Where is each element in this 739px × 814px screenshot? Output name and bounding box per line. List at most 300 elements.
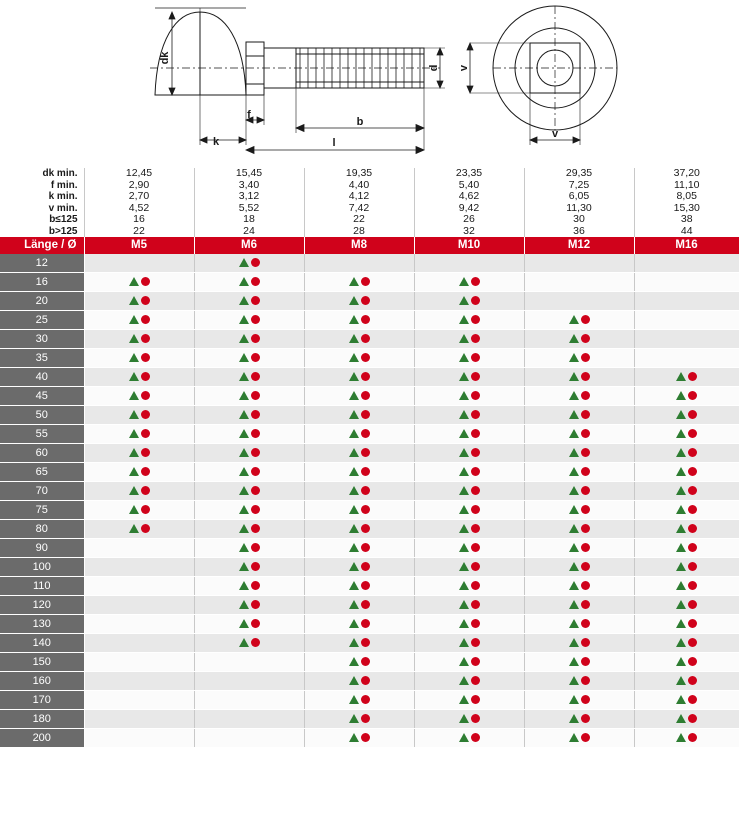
triangle-green-icon <box>349 467 359 476</box>
triangle-green-icon <box>676 410 686 419</box>
availability-cell <box>84 311 194 330</box>
triangle-green-icon <box>676 543 686 552</box>
length-cell: 40 <box>0 368 84 387</box>
availability-cell <box>634 387 739 406</box>
availability-cell <box>304 615 414 634</box>
spec-value: 19,35 <box>304 168 414 180</box>
triangle-green-icon <box>349 638 359 647</box>
availability-cell <box>414 672 524 691</box>
circle-red-icon <box>688 429 697 438</box>
availability-marks <box>676 391 697 400</box>
circle-red-icon <box>251 277 260 286</box>
length-cell: 30 <box>0 330 84 349</box>
triangle-green-icon <box>459 467 469 476</box>
circle-red-icon <box>251 296 260 305</box>
triangle-green-icon <box>129 410 139 419</box>
availability-cell <box>524 444 634 463</box>
availability-cell <box>194 615 304 634</box>
triangle-green-icon <box>569 448 579 457</box>
availability-marks <box>569 581 590 590</box>
availability-marks <box>349 619 370 628</box>
triangle-green-icon <box>239 562 249 571</box>
circle-red-icon <box>141 296 150 305</box>
availability-cell <box>414 615 524 634</box>
length-diameter-matrix <box>0 237 739 748</box>
matrix-column-header-m16[interactable]: M16 <box>634 237 739 254</box>
availability-marks <box>349 695 370 704</box>
spec-value: 15,30 <box>634 203 739 215</box>
circle-red-icon <box>581 486 590 495</box>
triangle-green-icon <box>129 524 139 533</box>
circle-red-icon <box>471 296 480 305</box>
length-cell: 55 <box>0 425 84 444</box>
availability-marks <box>349 733 370 742</box>
spec-row <box>0 226 739 238</box>
availability-cell <box>194 710 304 729</box>
availability-marks <box>239 391 260 400</box>
availability-marks <box>129 429 150 438</box>
triangle-green-icon <box>349 619 359 628</box>
triangle-green-icon <box>569 657 579 666</box>
availability-cell <box>634 710 739 729</box>
availability-marks <box>239 334 260 343</box>
circle-red-icon <box>141 391 150 400</box>
triangle-green-icon <box>349 562 359 571</box>
circle-red-icon <box>688 410 697 419</box>
triangle-green-icon <box>569 429 579 438</box>
matrix-column-header-m5[interactable]: M5 <box>84 237 194 254</box>
availability-marks <box>676 676 697 685</box>
spec-value: 24 <box>194 226 304 238</box>
availability-cell <box>304 311 414 330</box>
availability-marks <box>239 505 260 514</box>
availability-cell <box>524 710 634 729</box>
triangle-green-icon <box>459 562 469 571</box>
availability-cell <box>84 368 194 387</box>
triangle-green-icon <box>569 372 579 381</box>
triangle-green-icon <box>349 486 359 495</box>
table-row <box>0 501 739 520</box>
spec-value: 11,10 <box>634 180 739 192</box>
availability-marks <box>459 353 480 362</box>
circle-red-icon <box>581 391 590 400</box>
circle-red-icon <box>141 410 150 419</box>
availability-marks <box>349 448 370 457</box>
availability-cell <box>414 330 524 349</box>
triangle-green-icon <box>349 448 359 457</box>
circle-red-icon <box>471 353 480 362</box>
circle-red-icon <box>471 334 480 343</box>
circle-red-icon <box>141 505 150 514</box>
availability-cell <box>634 292 739 311</box>
triangle-green-icon <box>569 714 579 723</box>
circle-red-icon <box>471 600 480 609</box>
availability-marks <box>239 486 260 495</box>
availability-marks <box>569 353 590 362</box>
availability-cell <box>414 349 524 368</box>
circle-red-icon <box>581 429 590 438</box>
triangle-green-icon <box>129 334 139 343</box>
availability-cell <box>84 615 194 634</box>
length-cell: 25 <box>0 311 84 330</box>
availability-cell <box>194 292 304 311</box>
availability-marks <box>239 543 260 552</box>
availability-marks <box>569 543 590 552</box>
triangle-green-icon <box>676 581 686 590</box>
length-cell: 120 <box>0 596 84 615</box>
spec-value: 26 <box>414 214 524 226</box>
availability-marks <box>569 733 590 742</box>
availability-cell <box>634 634 739 653</box>
availability-marks <box>349 657 370 666</box>
availability-cell <box>524 539 634 558</box>
spec-value: 4,52 <box>84 203 194 215</box>
availability-marks <box>676 410 697 419</box>
circle-red-icon <box>581 562 590 571</box>
availability-cell <box>304 425 414 444</box>
triangle-green-icon <box>676 695 686 704</box>
circle-red-icon <box>471 733 480 742</box>
availability-marks <box>569 467 590 476</box>
triangle-green-icon <box>349 277 359 286</box>
availability-marks <box>569 562 590 571</box>
availability-cell <box>414 729 524 748</box>
triangle-green-icon <box>349 524 359 533</box>
availability-cell <box>634 691 739 710</box>
availability-marks <box>349 372 370 381</box>
triangle-green-icon <box>676 372 686 381</box>
availability-cell <box>84 463 194 482</box>
availability-cell <box>194 368 304 387</box>
triangle-green-icon <box>459 391 469 400</box>
availability-marks <box>676 714 697 723</box>
circle-red-icon <box>251 258 260 267</box>
triangle-green-icon <box>569 410 579 419</box>
availability-marks <box>239 638 260 647</box>
circle-red-icon <box>361 334 370 343</box>
circle-red-icon <box>471 562 480 571</box>
table-row <box>0 368 739 387</box>
availability-cell <box>524 463 634 482</box>
spec-value: 29,35 <box>524 168 634 180</box>
availability-marks <box>349 429 370 438</box>
availability-marks <box>676 505 697 514</box>
triangle-green-icon <box>676 524 686 533</box>
availability-cell <box>84 273 194 292</box>
availability-cell <box>634 273 739 292</box>
table-row <box>0 292 739 311</box>
availability-cell <box>194 330 304 349</box>
triangle-green-icon <box>349 353 359 362</box>
length-cell: 12 <box>0 254 84 273</box>
circle-red-icon <box>361 543 370 552</box>
availability-marks <box>569 372 590 381</box>
length-cell: 50 <box>0 406 84 425</box>
availability-cell <box>304 634 414 653</box>
triangle-green-icon <box>676 638 686 647</box>
circle-red-icon <box>688 391 697 400</box>
availability-cell <box>84 691 194 710</box>
availability-marks <box>459 410 480 419</box>
length-cell: 80 <box>0 520 84 539</box>
dim-label-f: f <box>247 109 251 121</box>
availability-cell <box>634 501 739 520</box>
availability-cell <box>634 254 739 273</box>
availability-cell <box>634 425 739 444</box>
triangle-green-icon <box>239 600 249 609</box>
table-row <box>0 254 739 273</box>
triangle-green-icon <box>459 695 469 704</box>
availability-marks <box>459 714 480 723</box>
circle-red-icon <box>581 353 590 362</box>
availability-marks <box>129 277 150 286</box>
triangle-green-icon <box>349 505 359 514</box>
availability-cell <box>524 406 634 425</box>
matrix-column-header-m12[interactable]: M12 <box>524 237 634 254</box>
circle-red-icon <box>688 467 697 476</box>
circle-red-icon <box>251 581 260 590</box>
circle-red-icon <box>471 391 480 400</box>
availability-cell <box>414 691 524 710</box>
triangle-green-icon <box>569 733 579 742</box>
triangle-green-icon <box>129 448 139 457</box>
availability-cell <box>304 558 414 577</box>
triangle-green-icon <box>676 391 686 400</box>
circle-red-icon <box>688 619 697 628</box>
availability-marks <box>459 695 480 704</box>
circle-red-icon <box>361 619 370 628</box>
availability-cell <box>304 444 414 463</box>
circle-red-icon <box>361 296 370 305</box>
circle-red-icon <box>688 733 697 742</box>
circle-red-icon <box>471 543 480 552</box>
circle-red-icon <box>471 505 480 514</box>
availability-cell <box>194 387 304 406</box>
availability-marks <box>459 429 480 438</box>
availability-marks <box>239 524 260 533</box>
circle-red-icon <box>141 467 150 476</box>
table-row <box>0 330 739 349</box>
circle-red-icon <box>688 657 697 666</box>
availability-cell <box>634 330 739 349</box>
circle-red-icon <box>251 467 260 476</box>
availability-marks <box>676 543 697 552</box>
table-row <box>0 634 739 653</box>
circle-red-icon <box>581 695 590 704</box>
triangle-green-icon <box>459 372 469 381</box>
availability-marks <box>676 448 697 457</box>
length-cell: 60 <box>0 444 84 463</box>
availability-cell <box>524 273 634 292</box>
circle-red-icon <box>141 353 150 362</box>
availability-marks <box>459 334 480 343</box>
triangle-green-icon <box>349 410 359 419</box>
availability-cell <box>414 596 524 615</box>
triangle-green-icon <box>569 505 579 514</box>
availability-marks <box>569 714 590 723</box>
availability-marks <box>129 372 150 381</box>
triangle-green-icon <box>569 638 579 647</box>
circle-red-icon <box>471 619 480 628</box>
triangle-green-icon <box>239 315 249 324</box>
circle-red-icon <box>251 638 260 647</box>
triangle-green-icon <box>569 581 579 590</box>
availability-marks <box>569 619 590 628</box>
triangle-green-icon <box>569 619 579 628</box>
availability-marks <box>569 486 590 495</box>
availability-cell <box>524 672 634 691</box>
availability-marks <box>676 695 697 704</box>
circle-red-icon <box>361 562 370 571</box>
spec-row <box>0 168 739 180</box>
circle-red-icon <box>471 676 480 685</box>
availability-marks <box>676 372 697 381</box>
availability-cell <box>304 672 414 691</box>
availability-marks <box>239 410 260 419</box>
availability-marks <box>129 486 150 495</box>
spec-value: 44 <box>634 226 739 238</box>
triangle-green-icon <box>239 467 249 476</box>
circle-red-icon <box>361 448 370 457</box>
triangle-green-icon <box>676 448 686 457</box>
length-cell: 16 <box>0 273 84 292</box>
circle-red-icon <box>361 391 370 400</box>
table-row <box>0 729 739 748</box>
availability-marks <box>129 334 150 343</box>
availability-marks <box>349 296 370 305</box>
triangle-green-icon <box>459 448 469 457</box>
circle-red-icon <box>688 695 697 704</box>
length-cell: 160 <box>0 672 84 691</box>
availability-marks <box>676 733 697 742</box>
availability-cell <box>304 387 414 406</box>
dim-label-l: l <box>332 137 336 149</box>
spec-value: 5,40 <box>414 180 524 192</box>
length-cell: 35 <box>0 349 84 368</box>
availability-cell <box>84 292 194 311</box>
spec-value: 7,25 <box>524 180 634 192</box>
circle-red-icon <box>581 676 590 685</box>
triangle-green-icon <box>569 695 579 704</box>
spec-value: 4,62 <box>414 191 524 203</box>
availability-cell <box>304 691 414 710</box>
triangle-green-icon <box>459 657 469 666</box>
circle-red-icon <box>581 619 590 628</box>
triangle-green-icon <box>459 524 469 533</box>
availability-cell <box>194 254 304 273</box>
availability-cell <box>194 482 304 501</box>
availability-marks <box>459 733 480 742</box>
availability-cell <box>304 406 414 425</box>
availability-cell <box>634 406 739 425</box>
availability-cell <box>524 520 634 539</box>
availability-marks <box>239 467 260 476</box>
triangle-green-icon <box>349 543 359 552</box>
length-cell: 75 <box>0 501 84 520</box>
triangle-green-icon <box>459 486 469 495</box>
spec-value: 30 <box>524 214 634 226</box>
circle-red-icon <box>251 524 260 533</box>
triangle-green-icon <box>239 258 249 267</box>
triangle-green-icon <box>239 505 249 514</box>
spec-value: 22 <box>304 214 414 226</box>
availability-marks <box>349 676 370 685</box>
technical-drawing <box>0 0 739 168</box>
availability-cell <box>634 444 739 463</box>
availability-marks <box>459 505 480 514</box>
triangle-green-icon <box>129 486 139 495</box>
matrix-column-header-m8[interactable]: M8 <box>304 237 414 254</box>
triangle-green-icon <box>676 429 686 438</box>
availability-cell <box>524 596 634 615</box>
availability-marks <box>239 429 260 438</box>
triangle-green-icon <box>349 714 359 723</box>
availability-cell <box>194 425 304 444</box>
availability-marks <box>349 505 370 514</box>
availability-cell <box>84 501 194 520</box>
matrix-header-row <box>0 237 739 254</box>
matrix-column-header-m10[interactable]: M10 <box>414 237 524 254</box>
table-row <box>0 539 739 558</box>
matrix-column-header-m6[interactable]: M6 <box>194 237 304 254</box>
availability-marks <box>459 676 480 685</box>
circle-red-icon <box>471 372 480 381</box>
availability-marks <box>129 353 150 362</box>
availability-cell <box>304 653 414 672</box>
table-row <box>0 558 739 577</box>
length-cell: 100 <box>0 558 84 577</box>
length-cell: 170 <box>0 691 84 710</box>
availability-cell <box>524 501 634 520</box>
availability-cell <box>634 653 739 672</box>
circle-red-icon <box>688 581 697 590</box>
availability-marks <box>239 600 260 609</box>
availability-cell <box>84 672 194 691</box>
circle-red-icon <box>581 334 590 343</box>
availability-marks <box>239 619 260 628</box>
availability-marks <box>349 581 370 590</box>
triangle-green-icon <box>129 429 139 438</box>
circle-red-icon <box>361 315 370 324</box>
availability-cell <box>84 406 194 425</box>
circle-red-icon <box>581 600 590 609</box>
availability-cell <box>304 482 414 501</box>
circle-red-icon <box>688 562 697 571</box>
circle-red-icon <box>471 638 480 647</box>
availability-marks <box>569 695 590 704</box>
availability-cell <box>414 387 524 406</box>
availability-cell <box>414 463 524 482</box>
dim-label-v-vertical: v <box>458 64 470 72</box>
availability-marks <box>239 448 260 457</box>
circle-red-icon <box>471 657 480 666</box>
availability-marks <box>676 638 697 647</box>
spec-value: 16 <box>84 214 194 226</box>
availability-marks <box>676 581 697 590</box>
spec-row <box>0 191 739 203</box>
availability-cell <box>84 444 194 463</box>
circle-red-icon <box>361 467 370 476</box>
availability-marks <box>349 467 370 476</box>
table-row <box>0 615 739 634</box>
triangle-green-icon <box>239 429 249 438</box>
triangle-green-icon <box>239 524 249 533</box>
availability-cell <box>194 273 304 292</box>
circle-red-icon <box>361 486 370 495</box>
circle-red-icon <box>141 486 150 495</box>
circle-red-icon <box>471 524 480 533</box>
spec-value: 37,20 <box>634 168 739 180</box>
